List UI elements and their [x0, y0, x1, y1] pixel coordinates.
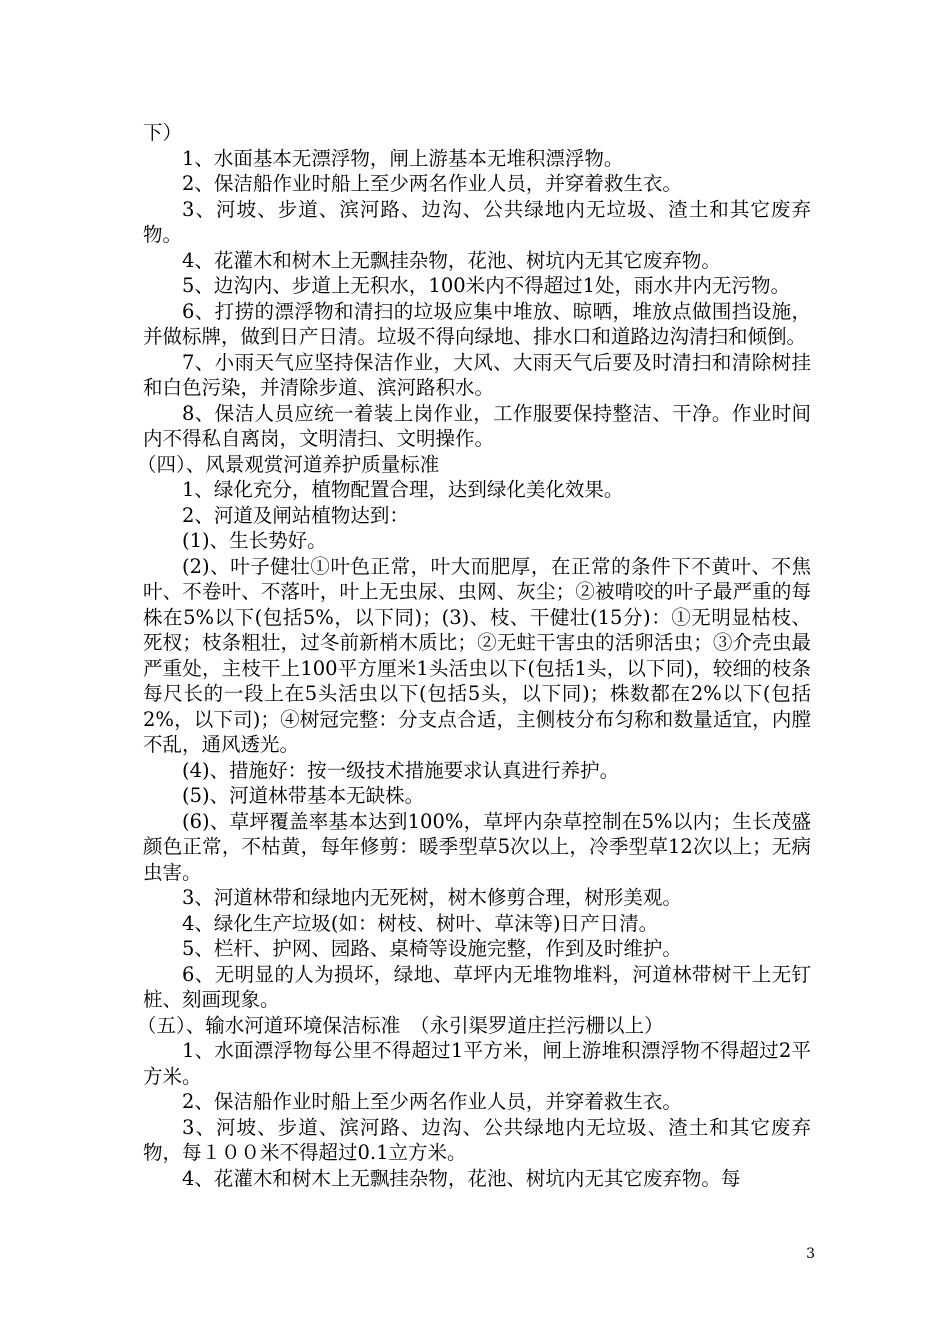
paragraph: 1、绿化充分，植物配置合理，达到绿化美化效果。 [182, 478, 624, 501]
paragraph: 1、水面漂浮物每公里不得超过1平方米，闸上游堆积漂浮物不得超过2平方米。 [143, 1039, 811, 1088]
paragraph: 3、河道林带和绿地内无死树，树木修剪合理，树形美观。 [182, 886, 682, 909]
section-heading: （四）、风景观赏河道养护质量标准 [137, 452, 440, 476]
section-heading: （五）、输水河道环境保洁标准 （永引渠罗道庄拦污栅以上） [137, 1013, 664, 1037]
paragraph: 2、保洁船作业时船上至少两名作业人员，并穿着救生衣。 [182, 1090, 682, 1113]
paragraph: (5)、河道林带基本无缺株。 [182, 784, 425, 807]
body-text [137, 120, 811, 1191]
paragraph: (4)、措施好：按一级技术措施要求认真进行养护。 [182, 758, 620, 782]
paragraph: 8、保洁人员应统一着装上岗作业，工作服要保持整洁、干净。作业时间内不得私自离岗，文明清扫、文明操作。 [143, 401, 811, 450]
paragraph: 3、河坡、步道、滨河路、边沟、公共绿地内无垃圾、渣土和其它废弃物。 [143, 197, 811, 246]
paragraph: 4、花灌木和树木上无飘挂杂物，花池、树坑内无其它废弃物。 [182, 248, 721, 272]
paragraph: (2)、叶子健壮①叶色正常，叶大而肥厚，在正常的条件下不黄叶、不焦叶、不卷叶、不落叶，叶上无虫尿、虫网、灰尘；②被啃咬的叶子最严重的每株在5%以下(包括5%，以下同)；(3)、枝、干健壮(15分)：①无明显枯枝、死杈；枝条粗壮，过冬前新梢木质比；②无蛀干害虫的活卵活虫；③介壳虫最严重处，主枝干上100平方厘米1头活虫以下(包括1头，以下同)，较细的枝条每尺长的一段上在5头活虫以下(包括5头，以下同)；株数都在2%以下(包括2%，以下司)；④树冠完整：分支点合适，主侧枝分布匀称和数量适宜，内膛不乱，通风透光。 [143, 554, 811, 756]
paragraph: (1)、生长势好。 [182, 529, 327, 552]
paragraph: (6)、草坪覆盖率基本达到100%，草坪内杂草控制在5%以内；生长茂盛颜色正常，不枯黄，每年修剪：暖季型草5次以上，冷季型草12次以上；无病虫害。 [143, 809, 811, 884]
paragraph: 6、打捞的漂浮物和清扫的垃圾应集中堆放、晾晒，堆放点做围挡设施，并做标牌，做到日产日清。垃圾不得向绿地、排水口和道路边沟清扫和倾倒。 [143, 299, 811, 348]
paragraph: 4、花灌木和树木上无飘挂杂物，花池、树坑内无其它废弃物。每 [182, 1166, 741, 1190]
paragraph: 下） [143, 121, 183, 144]
page-number: 3 [806, 1246, 815, 1262]
paragraph: 6、无明显的人为损坏，绿地、草坪内无堆物堆料，河道林带树干上无钉桩、刻画现象。 [143, 962, 811, 1011]
paragraph: 5、栏杆、护网、园路、桌椅等设施完整，作到及时维护。 [182, 937, 682, 960]
paragraph: 5、边沟内、步道上无积水，100米内不得超过1处，雨水井内无污物。 [182, 274, 791, 297]
paragraph: 7、小雨天气应坚持保洁作业，大风、大雨天气后要及时清扫和清除树挂和白色污染，并清除步道、滨河路积水。 [143, 350, 811, 399]
paragraph: 1、水面基本无漂浮物，闸上游基本无堆积漂浮物。 [182, 146, 624, 170]
paragraph: 4、绿化生产垃圾(如：树枝、树叶、草沫等)日产日清。 [182, 911, 659, 935]
paragraph: 2、河道及闸站植物达到： [182, 503, 409, 527]
paragraph: 3、河坡、步道、滨河路、边沟、公共绿地内无垃圾、渣土和其它废弃物，每１００米不得超过0.1立方米。 [143, 1115, 811, 1164]
paragraph: 2、保洁船作业时船上至少两名作业人员，并穿着救生衣。 [182, 172, 682, 195]
